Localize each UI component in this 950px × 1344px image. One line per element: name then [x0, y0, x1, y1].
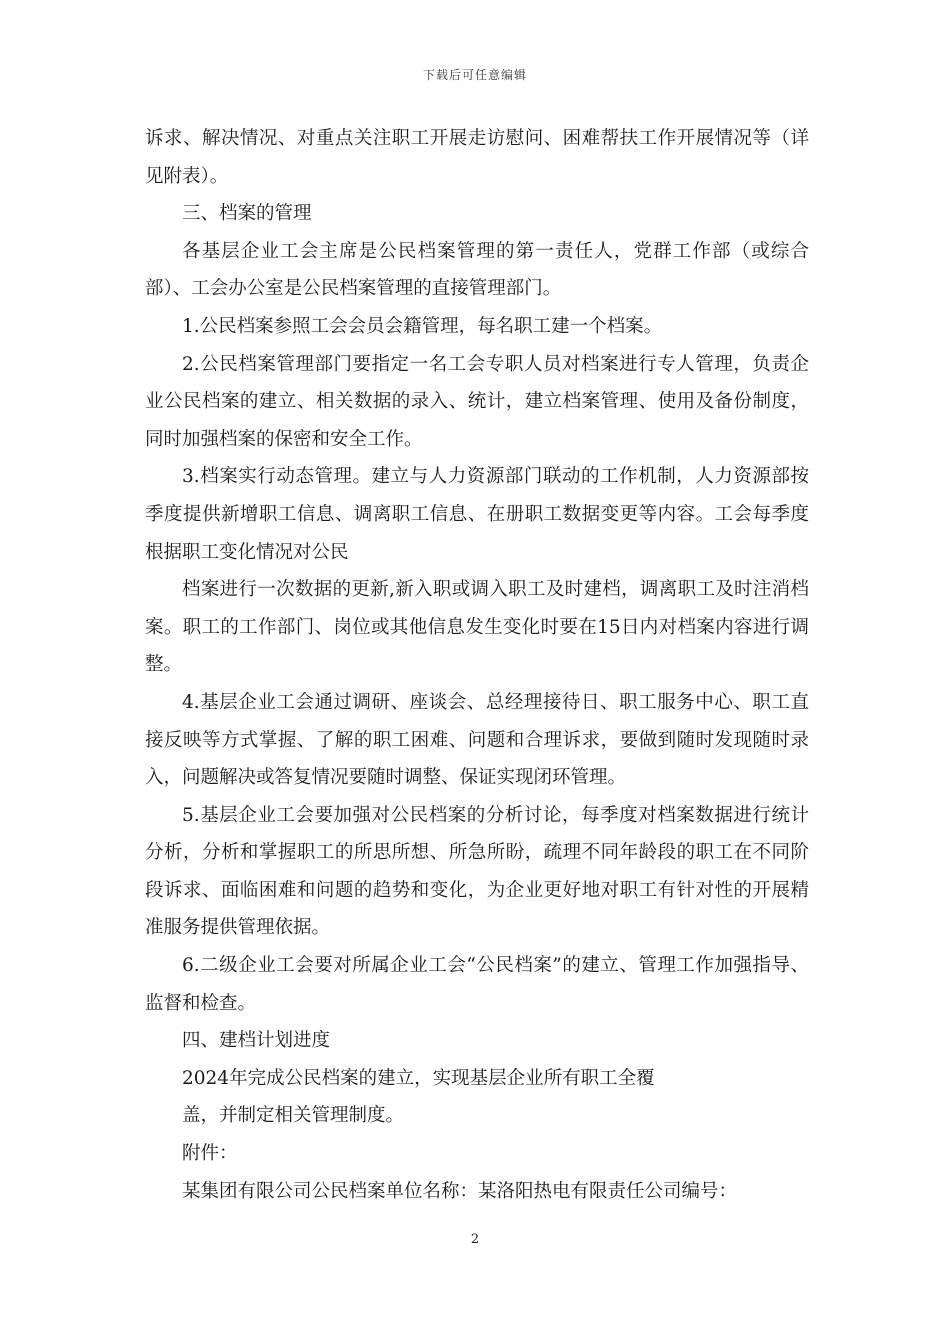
paragraph-schedule: 2024年完成公民档案的建立，实现基层企业所有职工全覆 — [182, 1067, 655, 1089]
page-header-note: 下载后可任意编辑 — [422, 68, 527, 82]
page-number: 2 — [470, 1232, 480, 1247]
attachment-label: 附件： — [182, 1143, 238, 1165]
list-item-3-continued: 档案进行一次数据的更新,新入职或调入职工及时建档，调离职工及时注消档案。职工的工作部门、岗位或其他信息发生变化时要在15日内对档案内容进行调整。 — [145, 579, 809, 676]
attachment-form-title: 某集团有限公司公民档案单位名称：某洛阳热电有限责任公司编号： — [182, 1180, 738, 1202]
paragraph-responsibility: 各基层企业工会主席是公民档案管理的第一责任人，党群工作部（或综合部）、工会办公室是公民档案管理的直接管理部门。 — [145, 240, 809, 300]
section-heading-archive-management: 三、档案的管理 — [182, 203, 312, 225]
paragraph-continuation: 诉求、解决情况、对重点关注职工开展走访慰问、困难帮扶工作开展情况等（详见附表）。 — [145, 128, 809, 187]
list-item-4: 4.基层企业工会通过调研、座谈会、总经理接待日、职工服务中心、职工直接反映等方式掌握、了解的职工困难、问题和合理诉求，要做到随时发现随时录入，问题解决或答复情况要随时调整、保证实现闭环管理。 — [145, 691, 809, 789]
paragraph-schedule-continued: 盖，并制定相关管理制度。 — [182, 1105, 405, 1127]
list-item-6: 6.二级企业工会要对所属企业工会“公民档案”的建立、管理工作加强指导、监督和检查。 — [145, 955, 809, 1014]
list-item-2: 2.公民档案管理部门要指定一名工会专职人员对档案进行专人管理，负责企业公民档案的建立、相关数据的录入、统计，建立档案管理、使用及备份制度，同时加强档案的保密和安全工作。 — [145, 353, 809, 450]
list-item-1: 1.公民档案参照工会会员会籍管理，每名职工建一个档案。 — [182, 315, 663, 337]
section-heading-schedule: 四、建档计划进度 — [182, 1030, 331, 1052]
list-item-3: 3.档案实行动态管理。建立与人力资源部门联动的工作机制，人力资源部按季度提供新增职工信息、调离职工信息、在册职工数据变更等内容。工会每季度根据职工变化情况对公民 — [145, 466, 809, 563]
document-body — [145, 120, 809, 1210]
list-item-5: 5.基层企业工会要加强对公民档案的分析讨论，每季度对档案数据进行统计分析，分析和掌握职工的所思所想、所急所盼，疏理不同年龄段的职工在不同阶段诉求、面临困难和问题的趋势和变化，为企业更好地对职工有针对性的开展精准服务提供管理依据。 — [145, 804, 809, 939]
